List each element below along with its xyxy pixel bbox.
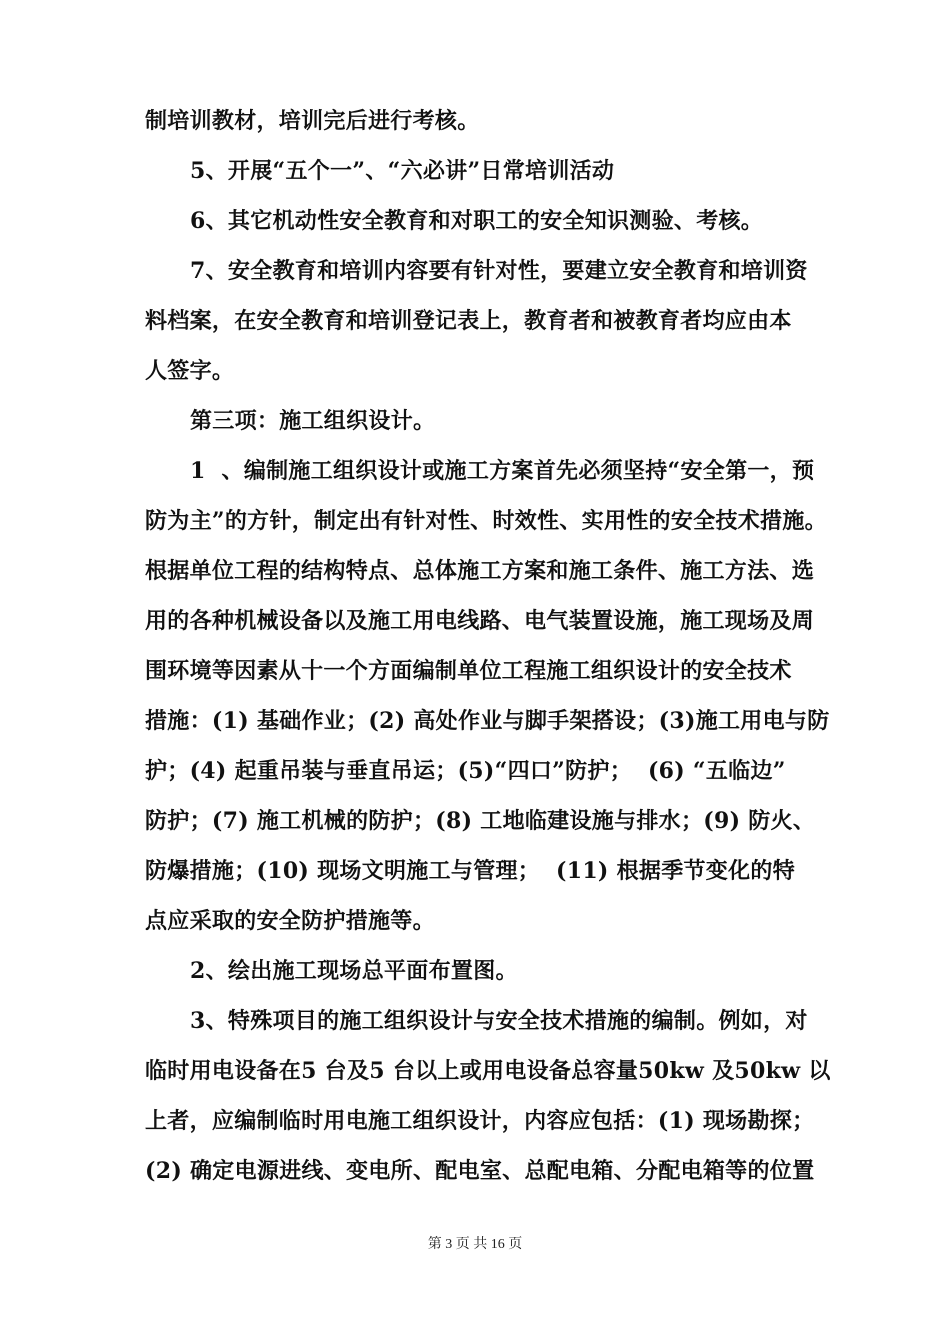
section-heading: 第三项：施工组织设计。 xyxy=(190,408,436,434)
text-line: 上者，应编制临时用电施工组织设计，内容应包括：(1) 现场勘探； xyxy=(145,1108,815,1134)
text-line: 料档案，在安全教育和培训登记表上，教育者和被教育者均应由本 xyxy=(145,308,792,334)
text-line: 6、其它机动性安全教育和对职工的安全知识测验、考核。 xyxy=(190,208,764,234)
text-line: 点应采取的安全防护措施等。 xyxy=(145,908,435,934)
text-line: 2、绘出施工现场总平面布置图。 xyxy=(190,958,518,984)
text-line: 5、开展“五个一”、“六必讲”日常培训活动 xyxy=(190,158,615,184)
text-line: 人签字。 xyxy=(145,358,235,384)
text-line: 防爆措施；(10) 现场文明施工与管理； (11) 根据季节变化的特 xyxy=(145,858,796,884)
text-line: 制培训教材，培训完后进行考核。 xyxy=(145,108,480,134)
text-line: 3、特殊项目的施工组织设计与安全技术措施的编制。例如，对 xyxy=(190,1008,808,1034)
text-line: (2) 确定电源进线、变电所、配电室、总配电箱、分配电箱等的位置 xyxy=(145,1158,815,1184)
text-line: 围环境等因素从十一个方面编制单位工程施工组织设计的安全技术 xyxy=(145,658,792,684)
text-line: 护；(4) 起重吊装与垂直吊运；(5)“四口”防护； (6) “五临边” xyxy=(145,758,786,784)
page-number-footer: 第 3 页 共 16 页 xyxy=(427,1237,523,1252)
text-line: 1 、编制施工组织设计或施工方案首先必须坚持“安全第一，预 xyxy=(190,458,815,484)
text-line: 7、安全教育和培训内容要有针对性，要建立安全教育和培训资 xyxy=(190,258,808,284)
text-line: 临时用电设备在5 台及5 台以上或用电设备总容量50kw 及50kw 以 xyxy=(145,1058,831,1084)
text-line: 措施：(1) 基础作业；(2) 高处作业与脚手架搭设；(3)施工用电与防 xyxy=(145,708,830,734)
text-line: 根据单位工程的结构特点、总体施工方案和施工条件、施工方法、选 xyxy=(145,558,815,584)
text-line: 防护；(7) 施工机械的防护；(8) 工地临建设施与排水；(9) 防火、 xyxy=(145,808,816,834)
text-line: 用的各种机械设备以及施工用电线路、电气装置设施，施工现场及周 xyxy=(145,608,815,634)
text-line: 防为主”的方针，制定出有针对性、时效性、实用性的安全技术措施。 xyxy=(145,508,827,534)
